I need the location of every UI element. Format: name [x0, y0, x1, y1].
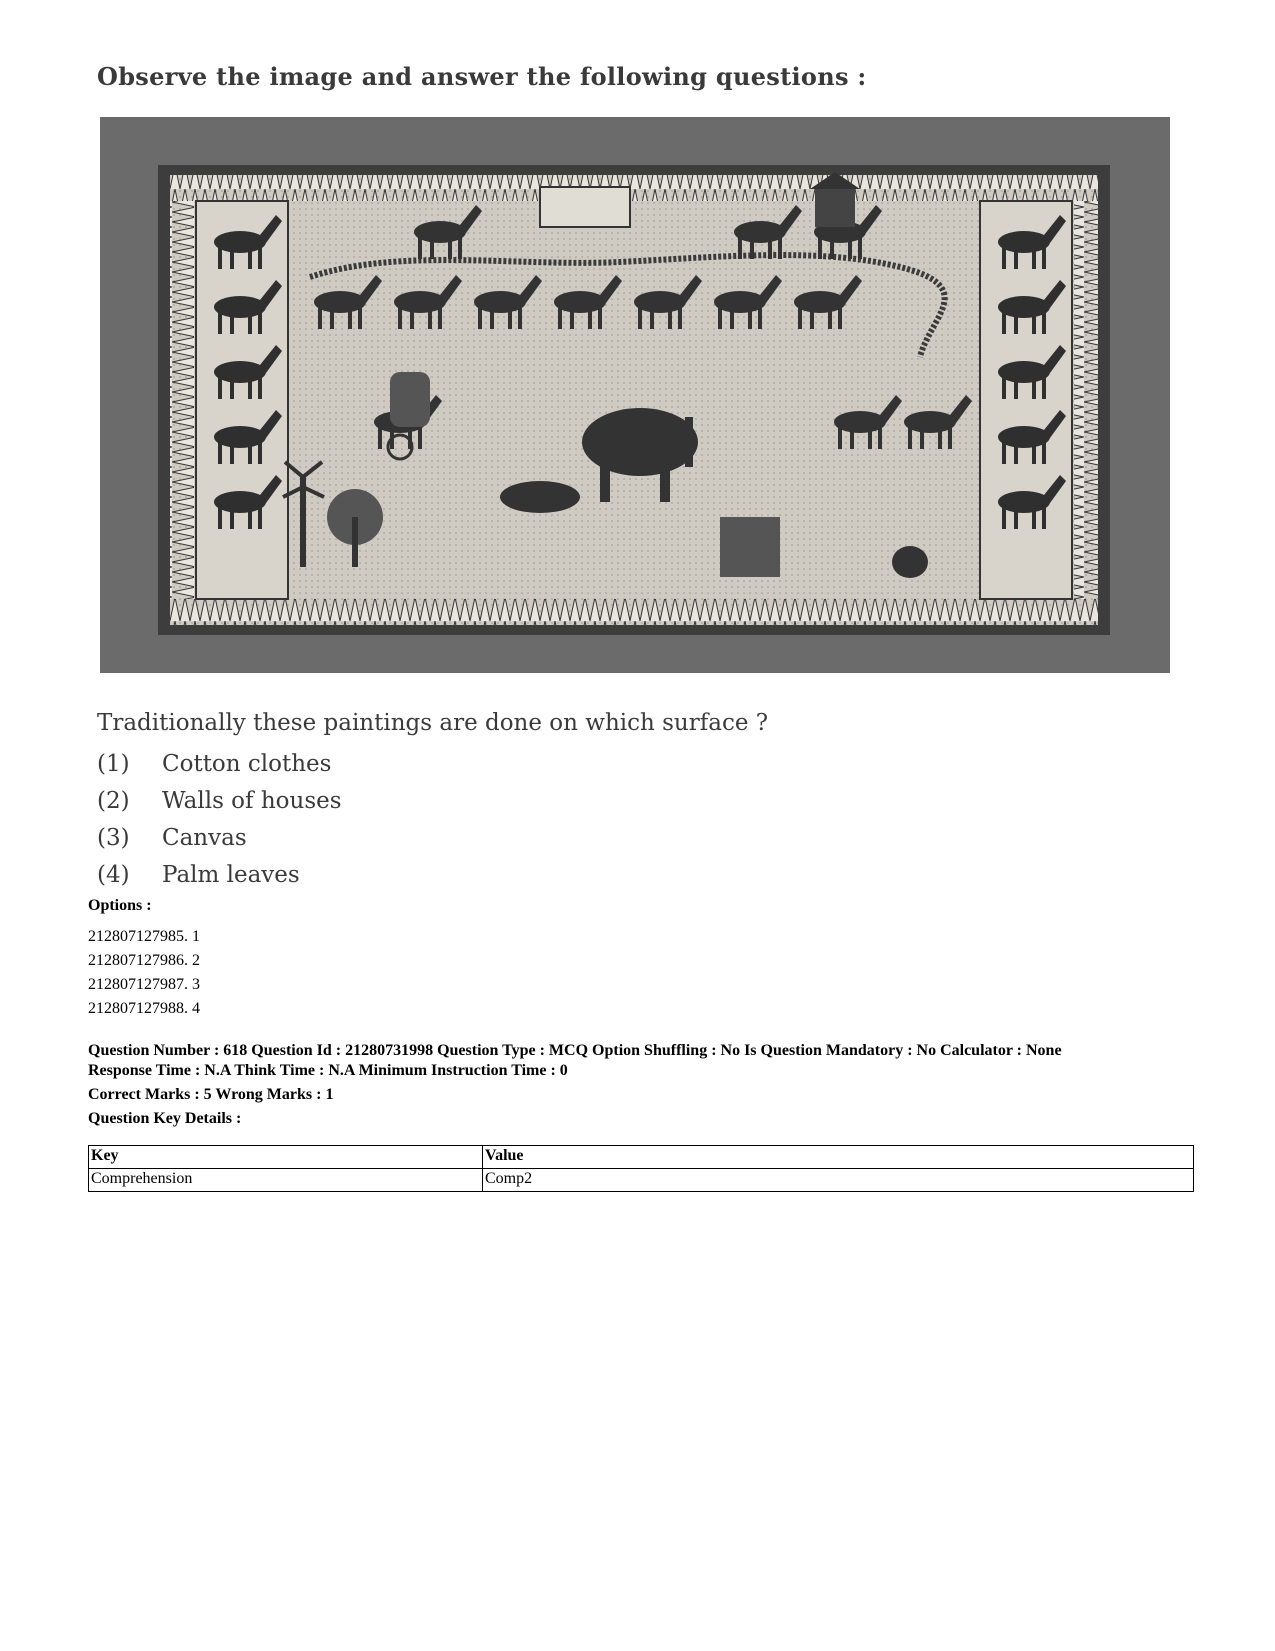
table-header-value: Value [483, 1146, 1194, 1169]
table-row [89, 1169, 1194, 1192]
scan-option-list [97, 746, 342, 894]
scan-option-3 [97, 820, 342, 857]
scan-option-number: (4) [97, 862, 130, 888]
option-id-item: 212807127987. 3 [88, 976, 200, 993]
scan-option-4 [97, 857, 342, 894]
question-meta-line-2: Response Time : N.A Think Time : N.A Minimum Instruction Time : 0 [88, 1062, 568, 1079]
option-id-item: 212807127986. 2 [88, 952, 200, 969]
scan-option-text: Palm leaves [162, 862, 300, 888]
option-id-item: 212807127988. 4 [88, 1000, 200, 1017]
folk-painting-image [100, 117, 1170, 673]
options-label: Options : [88, 897, 152, 914]
scan-heading: Observe the image and answer the following questions : [97, 62, 867, 91]
key-details-table [88, 1145, 1194, 1192]
option-id-list [88, 925, 200, 1021]
option-id-item: 212807127985. 1 [88, 928, 200, 945]
scan-option-number: (3) [97, 825, 130, 851]
scan-option-number: (2) [97, 788, 130, 814]
table-header-key: Key [89, 1146, 483, 1169]
table-header-row [89, 1146, 1194, 1169]
scan-option-text: Canvas [162, 825, 247, 851]
scan-question: Traditionally these paintings are done on which surface ? [97, 710, 769, 736]
marks-line: Correct Marks : 5 Wrong Marks : 1 [88, 1086, 334, 1103]
key-details-label: Question Key Details : [88, 1110, 242, 1127]
scan-option-1 [97, 746, 342, 783]
painting-illustration [100, 117, 1170, 673]
scan-option-text: Cotton clothes [162, 751, 332, 777]
table-cell-value: Comp2 [483, 1169, 1194, 1192]
scan-option-2 [97, 783, 342, 820]
scan-option-text: Walls of houses [162, 788, 342, 814]
table-cell-key: Comprehension [89, 1169, 483, 1192]
scan-option-number: (1) [97, 751, 130, 777]
question-meta-line-1: Question Number : 618 Question Id : 21280731998 Question Type : MCQ Option Shuffling : No Is Question Mandatory : No Calculator : None [88, 1042, 1062, 1059]
